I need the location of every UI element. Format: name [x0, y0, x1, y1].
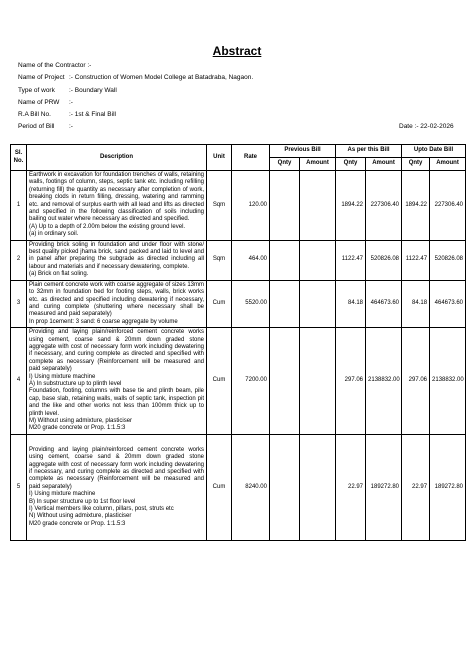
- header-upto-qnty: Qnty: [402, 158, 430, 171]
- prev-amount: [300, 434, 336, 540]
- table-row: [11, 171, 466, 241]
- item-description: Providing brick soling in foundation and under floor with stone/ best quality picked jhama brick, sand packed and laid to level and in panel after preparing the subgrade as directed including all labour and materials and if necessary dewatering, complete. (a) Brick on flat soling.: [27, 240, 207, 280]
- table-row: [11, 434, 466, 540]
- this-amount: 520826.08: [366, 240, 402, 280]
- this-qnty: 1122.47: [336, 240, 366, 280]
- this-qnty: 1894.22: [336, 171, 366, 241]
- table-row: [11, 280, 466, 327]
- item-rate: 464.00: [232, 240, 270, 280]
- page-title: Abstract: [212, 44, 262, 58]
- bill-no-value: :- 1st & Final Bill: [69, 111, 116, 118]
- prev-amount: [300, 240, 336, 280]
- header-prev-qnty: Qnty: [270, 158, 300, 171]
- prev-amount: [300, 328, 336, 435]
- header-sl: Sl. No.: [11, 145, 27, 171]
- upto-qnty: 1122.47: [402, 240, 430, 280]
- project-value: :- Construction of Women Model College at Batadraba, Nagaon.: [69, 74, 254, 81]
- header-this-amount: Amount: [366, 158, 402, 171]
- header-upto-date-bill: Upto Date Bill: [402, 145, 466, 158]
- this-amount: 464673.60: [366, 280, 402, 327]
- upto-qnty: 1894.22: [402, 171, 430, 241]
- abstract-table: [10, 144, 466, 541]
- prev-amount: [300, 171, 336, 241]
- header-this-bill: As per this Bill: [336, 145, 402, 158]
- prev-qnty: [270, 328, 300, 435]
- item-unit: Cum: [207, 280, 232, 327]
- upto-amount: 227306.40: [430, 171, 466, 241]
- prw-value: :-: [69, 99, 73, 106]
- item-unit: Sqm: [207, 171, 232, 241]
- this-amount: 2138832.00: [366, 328, 402, 435]
- upto-amount: 464673.60: [430, 280, 466, 327]
- prev-qnty: [270, 240, 300, 280]
- prev-qnty: [270, 280, 300, 327]
- prev-amount: [300, 280, 336, 327]
- header-upto-amount: Amount: [430, 158, 466, 171]
- item-rate: 7200.00: [232, 328, 270, 435]
- work-type-label: Type of work: [18, 87, 55, 94]
- this-amount: 189272.80: [366, 434, 402, 540]
- item-description: Earthwork in excavation for foundation trenches of walls, retaining walls, footings of column, steps, septic tank etc. including refilling (returning fill) the quantity as necessary after completion of work, breaking clods in return filling, dressing, watering and ramming etc. and removal of surplus earth with all lead and lifts as directed and specified in the following classification of soils including bailing out water where necessary as directed and specified. (A) Up to a depth of 2.00m below the existing ground level. (a) in ordinary soil.: [27, 171, 207, 241]
- period-value: :-: [69, 123, 73, 130]
- item-rate: 120.00: [232, 171, 270, 241]
- upto-amount: 2138832.00: [430, 328, 466, 435]
- sl-no: 1: [11, 171, 27, 241]
- sl-no: 5: [11, 434, 27, 540]
- header-this-qnty: Qnty: [336, 158, 366, 171]
- upto-qnty: 22.97: [402, 434, 430, 540]
- sl-no: 2: [11, 240, 27, 280]
- item-description: Providing and laying plain/reinforced cement concrete works using cement, coarse sand & 20mm down graded stone aggregate with cost of necessary form work including dewatering if necessary, and curing complete as directed and specified with complete as necessary (Reinforcement will be measured and paid separately) I) Using mixture machine A) In substructure up to plinth level Foundation, footing, columns with base tie and plinth beam, pile cap, base slab, retaining walls, walls of septic tank, inspection pit and the like and other works not less than 100mm thick up to plinth level. M) Without using admixture, plasticiser M20 grade concrete or Prop. 1:1.5:3: [27, 328, 207, 435]
- this-qnty: 297.06: [336, 328, 366, 435]
- project-label: Name of Project: [18, 74, 65, 81]
- item-description: Plain cement concrete work with coarse aggregate of sizes 13mm to 32mm in foundation bed for footing steps, walls, brick works etc. as directed and specified including dewatering if necessary, and curing complete (shuttering where necessary shall be measured and paid separately) In prop 1cement: 3 sand: 6 coarse aggregate by volume: [27, 280, 207, 327]
- item-unit: Sqm: [207, 240, 232, 280]
- upto-amount: 189272.80: [430, 434, 466, 540]
- upto-qnty: 297.06: [402, 328, 430, 435]
- bill-date: Date :- 22-02-2026: [399, 123, 454, 130]
- period-label: Period of Bill: [18, 123, 55, 130]
- header-description: Description: [27, 145, 207, 171]
- prw-label: Name of PRW: [18, 99, 60, 106]
- work-type-value: :- Boundary Wall: [69, 87, 117, 94]
- upto-amount: 520826.08: [430, 240, 466, 280]
- header-prev-amount: Amount: [300, 158, 336, 171]
- header-unit: Unit: [207, 145, 232, 171]
- prev-qnty: [270, 434, 300, 540]
- sl-no: 4: [11, 328, 27, 435]
- this-qnty: 22.97: [336, 434, 366, 540]
- table-row: [11, 328, 466, 435]
- item-unit: Cum: [207, 434, 232, 540]
- header-rate: Rate: [232, 145, 270, 171]
- item-rate: 5520.00: [232, 280, 270, 327]
- prev-qnty: [270, 171, 300, 241]
- this-qnty: 84.18: [336, 280, 366, 327]
- sl-no: 3: [11, 280, 27, 327]
- contractor-label: Name of the Contractor :-: [18, 62, 92, 69]
- bill-no-label: R.A Bill No.: [18, 111, 51, 118]
- upto-qnty: 84.18: [402, 280, 430, 327]
- header-previous-bill: Previous Bill: [270, 145, 336, 158]
- item-description: Providing and laying plain/reinforced cement concrete works using cement, coarse sand & 20mm down graded stone aggregate with cost of necessary form work including dewatering if necessary, and curing complete as directed and specified with complete as necessary (Reinforcement will be measured and paid separately) I) Using mixture machine B) In super structure up to 1st floor level I) Vertical members like column, pillars, post, struts etc N) Without using admixture, plasticiser M20 grade concrete or Prop. 1:1.5:3: [27, 434, 207, 540]
- this-amount: 227306.40: [366, 171, 402, 241]
- item-unit: Cum: [207, 328, 232, 435]
- item-rate: 8240.00: [232, 434, 270, 540]
- table-row: [11, 240, 466, 280]
